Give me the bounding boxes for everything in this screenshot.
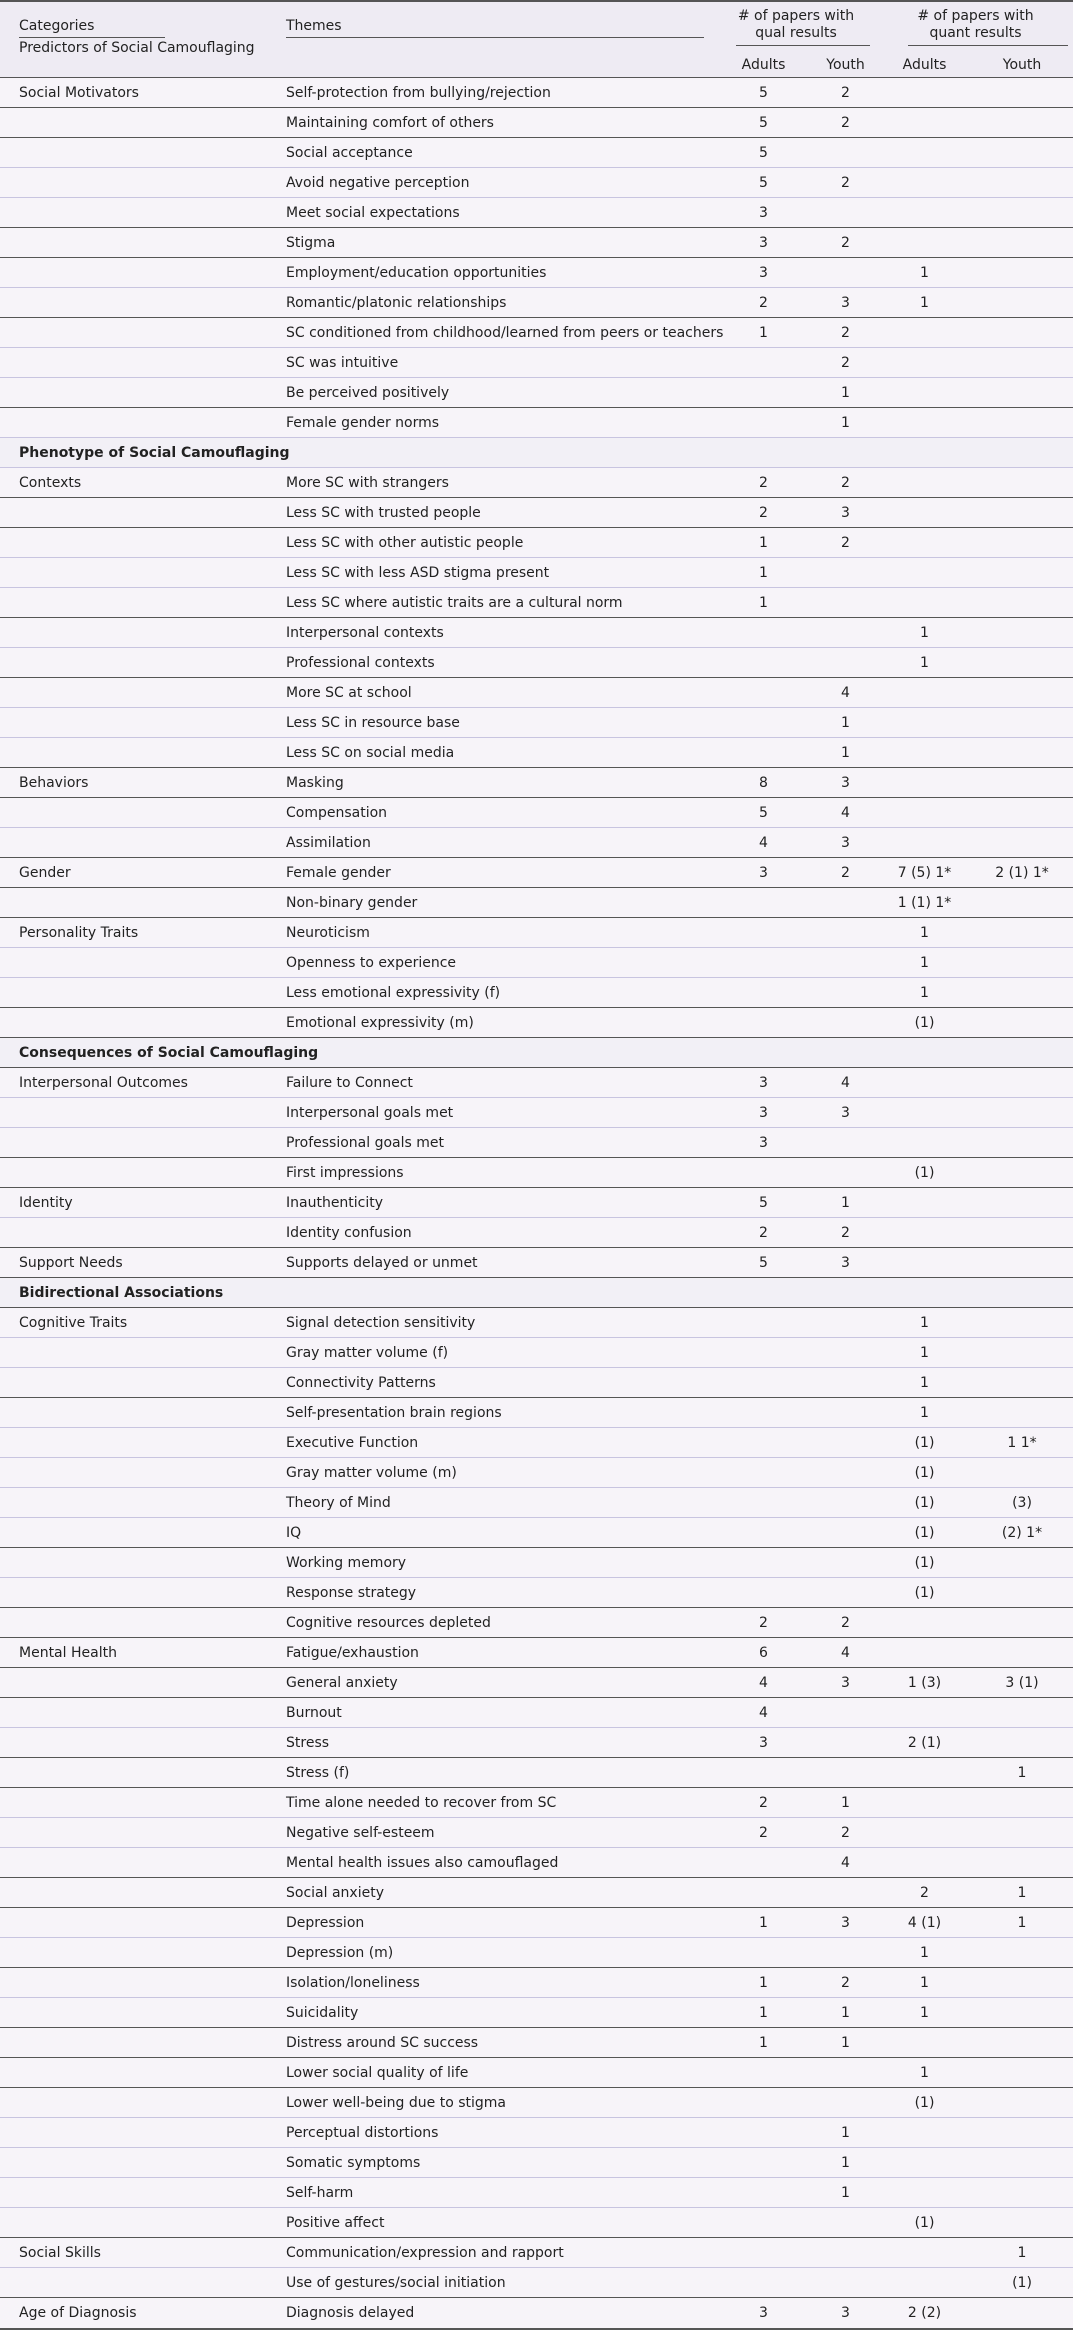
qual-youth-cell: 2 xyxy=(841,534,850,551)
qual-youth-cell: 1 xyxy=(841,1794,850,1811)
table-row xyxy=(0,1458,1073,1488)
theme-cell: Less SC with trusted people xyxy=(286,504,481,521)
theme-cell: General anxiety xyxy=(286,1674,398,1691)
section-row xyxy=(0,1278,1073,1308)
table-row xyxy=(0,618,1073,648)
qual-youth-cell: 2 xyxy=(841,354,850,371)
theme-cell: Less emotional expressivity (f) xyxy=(286,984,501,1001)
table-row xyxy=(0,2118,1073,2148)
table-row xyxy=(0,468,1073,498)
table-row xyxy=(0,1098,1073,1128)
theme-cell: Identity confusion xyxy=(286,1224,412,1241)
quant-adults-cell: (1) xyxy=(914,1014,935,1031)
header-underline xyxy=(286,37,704,38)
qual-adults-cell: 3 xyxy=(759,2305,768,2321)
category-cell: Identity xyxy=(19,1194,73,1211)
qual-adults-cell: 6 xyxy=(759,1644,768,1661)
qual-adults-cell: 1 xyxy=(759,594,768,611)
qual-youth-cell: 2 xyxy=(841,234,850,251)
section-title: Consequences of Social Camouflaging xyxy=(19,1044,319,1061)
theme-cell: Female gender norms xyxy=(286,414,440,431)
theme-cell: Gray matter volume (f) xyxy=(286,1344,449,1361)
quant-adults-cell: 1 xyxy=(920,984,929,1001)
table-row xyxy=(0,318,1073,348)
table-row xyxy=(0,408,1073,438)
theme-cell: Less SC where autistic traits are a cultural norm xyxy=(286,594,623,611)
qual-adults-cell: 4 xyxy=(759,834,768,851)
qual-youth-cell: 3 xyxy=(841,1254,850,1271)
theme-cell: Mental health issues also camouflaged xyxy=(286,1854,559,1871)
table-row xyxy=(0,738,1073,768)
qual-youth-cell: 4 xyxy=(841,1074,850,1091)
qual-youth-cell: 3 xyxy=(841,504,850,521)
qual-youth-cell: 1 xyxy=(841,1194,850,1211)
qual-youth-cell: 1 xyxy=(841,714,850,731)
qual-adults-cell: 3 xyxy=(759,1074,768,1091)
table-row xyxy=(0,708,1073,738)
table-row xyxy=(0,1698,1073,1728)
qual-adults-cell: 1 xyxy=(759,1974,768,1991)
table-header xyxy=(0,2,1073,78)
table-row xyxy=(0,1818,1073,1848)
theme-cell: Less SC in resource base xyxy=(286,714,460,731)
qual-adults-cell: 2 xyxy=(759,1614,768,1631)
quant-adults-cell: 1 (3) xyxy=(907,1674,942,1691)
quant-adults-cell: (1) xyxy=(914,1554,935,1571)
table-row xyxy=(0,288,1073,318)
theme-cell: Theory of Mind xyxy=(286,1494,391,1511)
theme-cell: Lower well-being due to stigma xyxy=(286,2094,506,2111)
quant-adults-cell: 2 (1) xyxy=(907,1734,942,1751)
qual-youth-cell: 1 xyxy=(841,2004,850,2021)
category-cell: Contexts xyxy=(19,474,82,491)
qual-youth-cell: 2 xyxy=(841,864,850,881)
table-row xyxy=(0,228,1073,258)
quant-adults-cell: 1 xyxy=(920,1404,929,1421)
qual-adults-cell: 3 xyxy=(759,234,768,251)
theme-cell: Self-protection from bullying/rejection xyxy=(286,84,551,101)
qual-youth-cell: 1 xyxy=(841,414,850,431)
quant-adults-cell: 1 xyxy=(920,654,929,671)
table-row xyxy=(0,1548,1073,1578)
qual-adults-cell: 3 xyxy=(759,1734,768,1751)
table-row xyxy=(0,1968,1073,1998)
qual-adults-cell: 1 xyxy=(759,2004,768,2021)
theme-cell: Interpersonal contexts xyxy=(286,624,444,641)
table-row xyxy=(0,678,1073,708)
qual-youth-cell: 3 xyxy=(841,1104,850,1121)
table-body xyxy=(0,78,1073,2328)
table-row xyxy=(0,858,1073,888)
table-row xyxy=(0,198,1073,228)
quant-youth-cell: 3 (1) xyxy=(1005,1674,1039,1691)
theme-cell: Emotional expressivity (m) xyxy=(286,1014,474,1031)
table-row xyxy=(0,2028,1073,2058)
theme-cell: Masking xyxy=(286,774,344,791)
category-cell: Behaviors xyxy=(19,774,89,791)
table-row xyxy=(0,2238,1073,2268)
table-row xyxy=(0,2148,1073,2178)
table-row xyxy=(0,2208,1073,2238)
theme-cell: Compensation xyxy=(286,804,388,821)
table-row xyxy=(0,1518,1073,1548)
quant-adults-cell: (1) xyxy=(914,2214,935,2231)
table-row xyxy=(0,1938,1073,1968)
qual-adults-cell: 1 xyxy=(759,534,768,551)
theme-cell: Perceptual distortions xyxy=(286,2124,439,2141)
theme-cell: Distress around SC success xyxy=(286,2034,479,2051)
qual-youth-cell: 1 xyxy=(841,2184,850,2201)
quant-adults-cell: 1 xyxy=(920,1974,929,1991)
quant-youth-cell: (3) xyxy=(1012,1494,1032,1511)
table-row xyxy=(0,348,1073,378)
qual-adults-cell: 3 xyxy=(759,1104,768,1121)
table-row xyxy=(0,1368,1073,1398)
table-row xyxy=(0,1608,1073,1638)
header-quant-title-1: # of papers with xyxy=(917,8,1034,24)
table-row xyxy=(0,588,1073,618)
table-row xyxy=(0,78,1073,108)
qual-youth-cell: 3 xyxy=(841,834,850,851)
theme-cell: Negative self-esteem xyxy=(286,1824,435,1841)
table-row xyxy=(0,378,1073,408)
table-row xyxy=(0,1338,1073,1368)
qual-youth-cell: 3 xyxy=(841,294,850,311)
quant-adults-cell: 4 (1) xyxy=(907,1914,942,1931)
table-row xyxy=(0,828,1073,858)
theme-cell: Self-presentation brain regions xyxy=(286,1404,502,1421)
header-quant-adults: Adults xyxy=(902,57,947,73)
theme-cell: Female gender xyxy=(286,864,391,881)
quant-youth-cell: (2) 1* xyxy=(1001,1524,1043,1541)
theme-cell: Less SC on social media xyxy=(286,744,455,761)
theme-cell: SC was intuitive xyxy=(286,354,399,371)
header-qual-adults: Adults xyxy=(741,57,786,73)
qual-youth-cell: 1 xyxy=(841,2034,850,2051)
theme-cell: Communication/expression and rapport xyxy=(286,2244,564,2261)
qual-adults-cell: 5 xyxy=(759,84,768,101)
theme-cell: IQ xyxy=(286,1524,302,1541)
category-cell: Support Needs xyxy=(19,1254,123,1271)
category-cell: Gender xyxy=(19,864,71,881)
table-row xyxy=(0,1248,1073,1278)
quant-youth-cell: 1 xyxy=(1017,1884,1027,1901)
table-row xyxy=(0,1308,1073,1338)
qual-youth-cell: 2 xyxy=(841,1614,850,1631)
qual-adults-cell: 3 xyxy=(759,264,768,281)
qual-adults-cell: 3 xyxy=(759,864,768,881)
theme-cell: Burnout xyxy=(286,1704,342,1721)
theme-cell: Gray matter volume (m) xyxy=(286,1464,457,1481)
theme-cell: Diagnosis delayed xyxy=(286,2305,415,2321)
category-cell: Interpersonal Outcomes xyxy=(19,1074,188,1091)
category-cell: Social Skills xyxy=(19,2244,101,2261)
quant-adults-cell: 1 xyxy=(920,294,929,311)
table-row xyxy=(0,138,1073,168)
table-row xyxy=(0,2178,1073,2208)
qual-youth-cell: 2 xyxy=(841,174,850,191)
table-row xyxy=(0,2058,1073,2088)
table-row xyxy=(0,1758,1073,1788)
header-underline xyxy=(19,37,165,38)
table-row xyxy=(0,1488,1073,1518)
theme-cell: Stigma xyxy=(286,234,336,251)
quant-adults-cell: 1 xyxy=(920,1944,929,1961)
theme-cell: Connectivity Patterns xyxy=(286,1374,436,1391)
theme-cell: Executive Function xyxy=(286,1434,419,1451)
qual-adults-cell: 2 xyxy=(759,1794,768,1811)
theme-cell: Neuroticism xyxy=(286,924,370,941)
qual-youth-cell: 1 xyxy=(841,384,850,401)
quant-adults-cell: (1) xyxy=(914,1584,935,1601)
qual-adults-cell: 3 xyxy=(759,1134,768,1151)
theme-cell: Time alone needed to recover from SC xyxy=(286,1794,557,1811)
qual-youth-cell: 3 xyxy=(841,774,850,791)
theme-cell: Openness to experience xyxy=(286,954,457,971)
quant-adults-cell: (1) xyxy=(914,1434,935,1451)
table-row xyxy=(0,1878,1073,1908)
table-row xyxy=(0,948,1073,978)
theme-cell: Inauthenticity xyxy=(286,1194,384,1211)
theme-cell: Less SC with less ASD stigma present xyxy=(286,564,550,581)
qual-adults-cell: 4 xyxy=(759,1704,768,1721)
table-row xyxy=(0,1068,1073,1098)
table-row xyxy=(0,2088,1073,2118)
quant-youth-cell: (1) xyxy=(1012,2274,1032,2291)
table-row xyxy=(0,528,1073,558)
theme-cell: Suicidality xyxy=(286,2004,359,2021)
theme-cell: Use of gestures/social initiation xyxy=(286,2274,506,2291)
theme-cell: Positive affect xyxy=(286,2214,385,2231)
header-qual-title-1: # of papers with xyxy=(737,8,855,24)
quant-adults-cell: 1 xyxy=(920,1314,929,1331)
quant-adults-cell: 1 xyxy=(920,624,929,641)
theme-cell: Avoid negative perception xyxy=(286,174,470,191)
section-title: Bidirectional Associations xyxy=(19,1284,224,1301)
theme-cell: Interpersonal goals met xyxy=(286,1104,454,1121)
qual-youth-cell: 2 xyxy=(841,84,850,101)
qual-adults-cell: 5 xyxy=(759,804,768,821)
theme-cell: Meet social expectations xyxy=(286,204,460,221)
qual-adults-cell: 2 xyxy=(759,474,768,491)
theme-cell: Signal detection sensitivity xyxy=(286,1314,476,1331)
table-row xyxy=(0,978,1073,1008)
table-row xyxy=(0,1728,1073,1758)
quant-adults-cell: 1 (1) 1* xyxy=(897,894,952,911)
qual-youth-cell: 1 xyxy=(841,744,850,761)
theme-cell: Less SC with other autistic people xyxy=(286,534,524,551)
quant-adults-cell: (1) xyxy=(914,1494,935,1511)
table-row xyxy=(0,2298,1073,2328)
quant-youth-cell: 1 xyxy=(1017,1764,1027,1781)
theme-cell: Somatic symptoms xyxy=(286,2154,421,2171)
theme-cell: Professional contexts xyxy=(286,654,435,671)
quant-adults-cell: 2 xyxy=(920,1884,929,1901)
theme-cell: Romantic/platonic relationships xyxy=(286,294,507,311)
theme-cell: Be perceived positively xyxy=(286,384,450,401)
qual-youth-cell: 4 xyxy=(841,804,850,821)
table-row xyxy=(0,1578,1073,1608)
qual-adults-cell: 5 xyxy=(759,144,768,161)
theme-cell: Working memory xyxy=(286,1554,407,1571)
qual-youth-cell: 2 xyxy=(841,1974,850,1991)
header-qual-youth: Youth xyxy=(826,57,865,73)
header-quant-title-2: quant results xyxy=(929,25,1022,41)
quant-adults-cell: 7 (5) 1* xyxy=(897,864,952,881)
qual-adults-cell: 2 xyxy=(759,504,768,521)
table-row xyxy=(0,1848,1073,1878)
theme-cell: Non-binary gender xyxy=(286,894,418,911)
header-quant-youth: Youth xyxy=(1002,57,1042,73)
theme-cell: More SC at school xyxy=(286,684,412,701)
qual-youth-cell: 4 xyxy=(841,1644,850,1661)
table-row xyxy=(0,1398,1073,1428)
qual-youth-cell: 3 xyxy=(841,2305,850,2321)
category-cell: Personality Traits xyxy=(19,924,139,941)
quant-youth-cell: 1 1* xyxy=(1007,1434,1037,1451)
header-categories: Categories xyxy=(19,18,95,34)
theme-cell: Maintaining comfort of others xyxy=(286,114,494,131)
table-row xyxy=(0,2268,1073,2298)
qual-youth-cell: 1 xyxy=(841,2154,850,2171)
table-row xyxy=(0,1128,1073,1158)
table-row xyxy=(0,1008,1073,1038)
quant-adults-cell: (1) xyxy=(914,1524,935,1541)
section-row xyxy=(0,1038,1073,1068)
theme-cell: Response strategy xyxy=(286,1584,417,1601)
theme-cell: Social anxiety xyxy=(286,1884,384,1901)
theme-cell: Self-harm xyxy=(286,2184,354,2201)
qual-youth-cell: 2 xyxy=(841,1224,850,1241)
qual-adults-cell: 4 xyxy=(759,1674,768,1691)
table-row xyxy=(0,108,1073,138)
qual-adults-cell: 8 xyxy=(759,774,768,791)
table-row xyxy=(0,1668,1073,1698)
theme-cell: Employment/education opportunities xyxy=(286,264,547,281)
qual-youth-cell: 4 xyxy=(841,1854,850,1871)
qual-youth-cell: 2 xyxy=(841,474,850,491)
qual-adults-cell: 5 xyxy=(759,1254,768,1271)
quant-youth-cell: 1 xyxy=(1017,1914,1027,1931)
table-row xyxy=(0,798,1073,828)
quant-adults-cell: 1 xyxy=(920,2064,929,2081)
quant-adults-cell: 1 xyxy=(920,1374,929,1391)
qual-adults-cell: 2 xyxy=(759,1224,768,1241)
theme-cell: Stress (f) xyxy=(286,1764,350,1781)
table-row xyxy=(0,1638,1073,1668)
theme-cell: Stress xyxy=(286,1734,330,1751)
theme-cell: Assimilation xyxy=(286,834,371,851)
qual-adults-cell: 5 xyxy=(759,174,768,191)
category-cell: Age of Diagnosis xyxy=(19,2305,137,2321)
theme-cell: Social acceptance xyxy=(286,144,413,161)
table-row xyxy=(0,918,1073,948)
table-row xyxy=(0,1428,1073,1458)
quant-adults-cell: 1 xyxy=(920,264,929,281)
section-row xyxy=(0,438,1073,468)
theme-cell: Lower social quality of life xyxy=(286,2064,469,2081)
table-row xyxy=(0,1788,1073,1818)
quant-adults-cell: (1) xyxy=(914,1464,935,1481)
section-title: Phenotype of Social Camouflaging xyxy=(19,444,290,461)
qual-adults-cell: 1 xyxy=(759,324,768,341)
quant-youth-cell: 1 xyxy=(1017,2244,1027,2261)
table-row xyxy=(0,1218,1073,1248)
qual-adults-cell: 5 xyxy=(759,1194,768,1211)
table-row xyxy=(0,1158,1073,1188)
qual-youth-cell: 1 xyxy=(841,2124,850,2141)
qual-youth-cell: 2 xyxy=(841,114,850,131)
quant-youth-cell: 2 (1) 1* xyxy=(995,864,1049,881)
quant-adults-cell: 1 xyxy=(920,1344,929,1361)
qual-youth-cell: 2 xyxy=(841,1824,850,1841)
qual-youth-cell: 3 xyxy=(841,1674,850,1691)
table-row xyxy=(0,768,1073,798)
qual-youth-cell: 4 xyxy=(841,684,850,701)
qual-adults-cell: 2 xyxy=(759,294,768,311)
theme-cell: Failure to Connect xyxy=(286,1074,413,1091)
table-row xyxy=(0,1188,1073,1218)
qual-adults-cell: 5 xyxy=(759,114,768,131)
theme-cell: Fatigue/exhaustion xyxy=(286,1644,419,1661)
qual-adults-cell: 2 xyxy=(759,1824,768,1841)
theme-cell: Cognitive resources depleted xyxy=(286,1614,491,1631)
theme-cell: SC conditioned from childhood/learned from peers or teachers xyxy=(286,324,724,341)
theme-cell: More SC with strangers xyxy=(286,474,449,491)
category-cell: Cognitive Traits xyxy=(19,1314,128,1331)
theme-cell: Supports delayed or unmet xyxy=(286,1254,478,1271)
header-themes: Themes xyxy=(286,18,342,34)
table-row xyxy=(0,558,1073,588)
quant-adults-cell: 1 xyxy=(920,924,929,941)
header-qual-title-2: qual results xyxy=(755,25,837,41)
quant-adults-cell: 2 (2) xyxy=(907,2305,942,2321)
table-row xyxy=(0,498,1073,528)
header-underline xyxy=(908,45,1068,46)
qual-youth-cell: 2 xyxy=(841,324,850,341)
theme-cell: Depression (m) xyxy=(286,1944,394,1961)
qual-youth-cell: 3 xyxy=(841,1914,850,1931)
table-row xyxy=(0,888,1073,918)
qual-adults-cell: 1 xyxy=(759,564,768,581)
category-cell: Social Motivators xyxy=(19,84,139,101)
table-row xyxy=(0,1998,1073,2028)
header-predictors: Predictors of Social Camouflaging xyxy=(19,40,255,56)
header-underline xyxy=(736,45,870,46)
quant-adults-cell: 1 xyxy=(920,954,929,971)
theme-cell: Depression xyxy=(286,1914,365,1931)
quant-adults-cell: (1) xyxy=(914,1164,935,1181)
theme-cell: Professional goals met xyxy=(286,1134,444,1151)
quant-adults-cell: (1) xyxy=(914,2094,935,2111)
qual-adults-cell: 1 xyxy=(759,1914,768,1931)
theme-cell: First impressions xyxy=(286,1164,404,1181)
table-row xyxy=(0,168,1073,198)
category-cell: Mental Health xyxy=(19,1644,117,1661)
qual-adults-cell: 3 xyxy=(759,204,768,221)
theme-cell: Isolation/loneliness xyxy=(286,1974,420,1991)
table-row xyxy=(0,1908,1073,1938)
quant-adults-cell: 1 xyxy=(920,2004,929,2021)
table-row xyxy=(0,258,1073,288)
table-row xyxy=(0,648,1073,678)
qual-adults-cell: 1 xyxy=(759,2034,768,2051)
